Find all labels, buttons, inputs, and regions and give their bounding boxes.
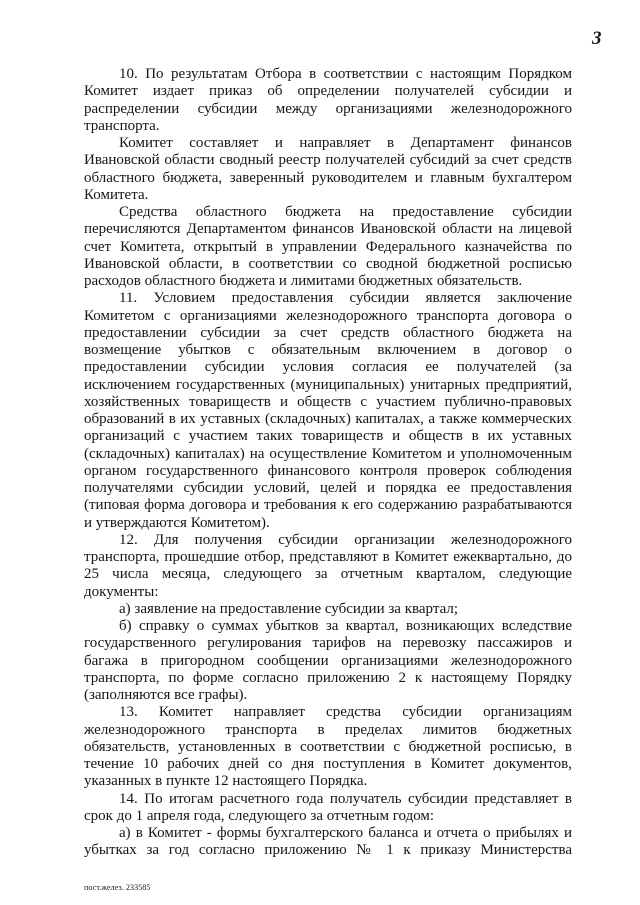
text-line: 11. Условием предоставления субсидии является заключение <box>119 290 572 307</box>
text-line: транспорта. <box>84 117 160 134</box>
text-line: перечисляются Департаментом финансов Ивановской области на лицевой <box>84 221 572 238</box>
text-line: Комитет составляет и направляет в Департамент финансов <box>119 135 572 151</box>
text-line: 10. По результатам Отбора в соответствии с настоящим Порядком <box>119 66 572 82</box>
text-line: образований в их уставных (складочных) капиталах, а также коммерческих <box>84 411 572 427</box>
text-line: 14. По итогам расчетного года получатель субсидии представляет в <box>119 790 572 807</box>
text-line: Комитет издает приказ об определении получателей субсидии и <box>84 83 572 100</box>
text-line: и утверждаются Комитетом). <box>84 514 270 531</box>
text-line: государственного регулирования тарифов на перевозку пассажиров и <box>84 635 572 652</box>
text-line: Комитета. <box>84 186 149 203</box>
text-line: предоставлении субсидии условия согласия ее получателей (за <box>84 359 572 376</box>
document-body <box>84 66 572 860</box>
footer-code: пост.желез. 233585 <box>84 883 151 892</box>
text-line: 12. Для получения субсидии организации железнодорожного <box>119 531 572 548</box>
text-line: расходов областного бюджета и лимитами бюджетных обязательств. <box>84 273 523 289</box>
text-line: багажа в пригородном сообщении организациями железнодорожного <box>84 652 572 669</box>
text-line: документы: <box>84 583 159 600</box>
text-line: (складочных) капиталах) на осуществление Комитетом и уполномоченным <box>84 445 572 462</box>
text-line: железнодорожного транспорта в пределах лимитов бюджетных <box>84 721 572 738</box>
text-line: убытках за год согласно приложению № 1 к приказу Министерства <box>84 842 572 859</box>
text-line: а) в Комитет - формы бухгалтерского баланса и отчета о прибылях и <box>119 825 572 841</box>
text-line: срок до 1 апреля года, следующего за отчетным годом: <box>84 807 435 824</box>
text-line: распределении субсидии между организациями железнодорожного <box>84 100 572 117</box>
text-line: указанных в пункте 12 настоящего Порядка. <box>84 773 368 790</box>
text-line: (типовая форма договора и требования к его содержанию разрабатываются <box>84 497 572 514</box>
text-line: 13. Комитет направляет средства субсидии организациям <box>119 704 572 721</box>
text-line: получателями субсидии условий, целей и порядка ее предоставления <box>84 480 572 496</box>
text-line: Ивановской области сводный реестр получателей субсидий за счет средств <box>84 152 572 169</box>
text-line: счет Комитета, открытый в управлении Федерального казначейства по <box>84 238 572 255</box>
text-line: возмещение убытков с обязательным включением в договор о <box>84 342 572 358</box>
text-line: б) справку о суммах убытков за квартал, возникающих вследствие <box>119 618 572 634</box>
text-line: транспорта, прошедшие отбор, представляют в Комитет ежеквартально, до <box>84 549 572 565</box>
text-line: исключением государственных (муниципальных) унитарных предприятий, <box>84 376 572 393</box>
text-line: Средства областного бюджета на предоставление субсидии <box>119 204 572 220</box>
text-line: а) заявление на предоставление субсидии за квартал; <box>119 600 459 617</box>
text-line: обязательств, установленных в соответствии с бюджетной росписью, в <box>84 738 572 755</box>
text-line: предоставлении субсидии за счет средств областного бюджета на <box>84 324 572 341</box>
text-line: органом государственного финансового контроля проверок соблюдения <box>84 462 572 479</box>
text-line: транспорта, по форме согласно приложению 2 к настоящему Порядку <box>84 669 572 686</box>
text-line: областного бюджета, заверенный руководителем и главным бухгалтером <box>84 169 572 186</box>
text-line: Комитетом с организациями железнодорожного транспорта договора о <box>84 307 572 324</box>
text-line: (заполняются все графы). <box>84 687 248 703</box>
text-line: хозяйственных товариществ и обществ с участием публично-правовых <box>84 393 572 410</box>
text-line: организаций с участием таких товариществ и обществ в их уставных <box>84 428 572 445</box>
page-number: 3 <box>592 28 602 49</box>
text-line: 25 числа месяца, следующего за отчетным кварталом, следующие <box>84 566 572 583</box>
text-line: Ивановской области, в соответствии со сводной бюджетной росписью <box>84 255 572 272</box>
text-line: течение 10 рабочих дней со дня поступления в Комитет документов, <box>84 756 572 772</box>
